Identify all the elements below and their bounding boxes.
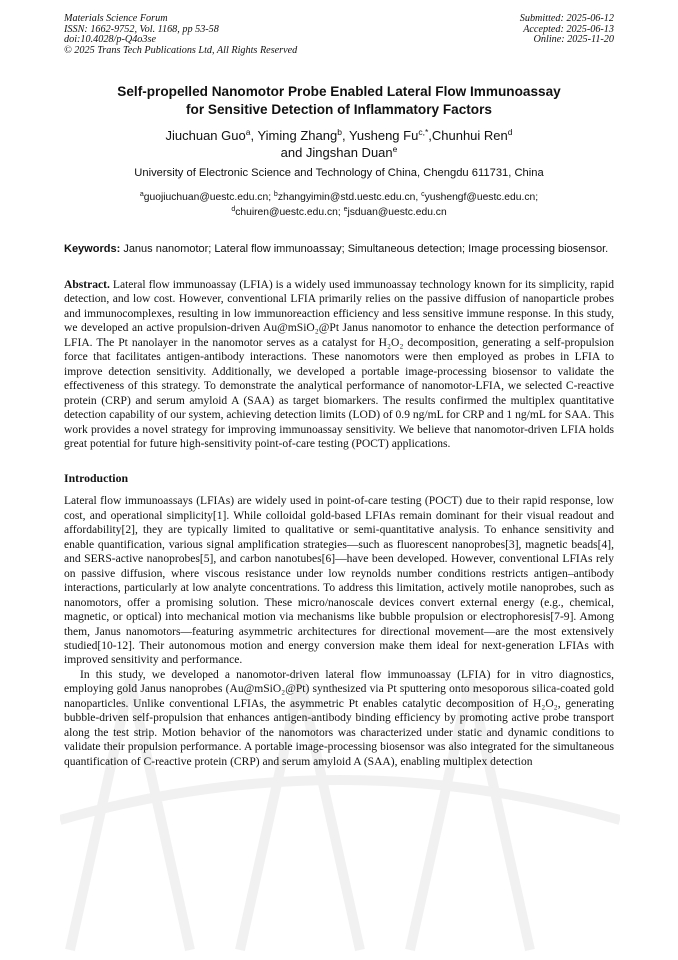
journal-name: Materials Science Forum <box>64 13 168 24</box>
email-separator: , <box>415 192 422 203</box>
author-affil-mark: c,* <box>418 127 429 137</box>
author-separator: , <box>428 128 432 143</box>
email-link[interactable]: guojiuchuan@uestc.edu.cn <box>143 192 269 203</box>
email-link[interactable]: jsduan@uestc.edu.cn <box>347 207 447 218</box>
date-accepted: Accepted: 2025-06-13 <box>523 23 614 35</box>
author-name: Jiuchuan Guo <box>165 128 246 143</box>
journal-issn: ISSN: 1662-9752, Vol. 1168, pp 53-58 <box>64 23 219 35</box>
introduction-paragraph-1: Lateral flow immunoassays (LFIAs) are widely used in point-of-care testing (POCT) due to their rapid response, low cost, and operational simplicity[1]. While colloidal gold-based LFIAs remain dominant for their visual readout and affordability[2], they are typically limited to qualitative or semi-quantitative analysis. To enhance sensitivity and enable quantification, various signal amplification strategies—such as fluorescent nanoprobes[3], magnetic beads[4], and SERS-active nanoprobes[5], and carbon nanotubes[6]—have been developed. However, conventional LFIAs rely on passive diffusion, where viscous resistance under low reynolds number conditions restricts antigen–antibody interactions, particularly at low analyte concentrations. To address this limitation, actively motile nanoprobes, such as nanomotors, offer a promising solution. These micro/nanoscale devices convert external energy (e.g., chemical, magnetic, or optical) into mechanical motion via mechanisms like bubble propulsion or electrophoresis[7-9]. Among them, Janus nanomotors—featuring asymmetric architectures for directional movement—are the most extensively studied[10-12]. Their autonomous motion and energy conversion make them ideal for next-generation LFIAs with improved sensitivity and performance. <box>64 495 614 667</box>
email-link[interactable]: zhangyimin@std.uestc.edu.cn <box>277 192 416 203</box>
paper-page <box>64 14 614 769</box>
author-affil-mark: e <box>392 144 398 154</box>
publication-dates <box>520 14 614 46</box>
journal-info <box>64 14 297 56</box>
journal-doi[interactable]: doi:10.4028/p-Q4o3se <box>64 34 156 46</box>
paper-title <box>64 83 614 119</box>
email-mark: a <box>139 191 144 198</box>
author-affil-mark: d <box>507 127 513 137</box>
date-submitted: Submitted: 2025-06-12 <box>519 13 614 24</box>
journal-header <box>64 14 614 64</box>
email-separator: ; <box>337 207 344 218</box>
abstract-text: Lateral flow immunoassay (LFIA) is a widely used immunoassay technology known for its simplicity, rapid detection, and low cost. However, conventional LFIA primarily relies on the passive diffusion of nanoparticle probes and immunocomplexes, resulting in low immunoreaction efficiency and less sensitive immune response. In this study, we developed an active propulsion-driven Au@mSiO₂@Pt Janus nanomotor to enhance the detection performance of LFIA. The Pt nanolayer in the nanomotor serves as a catalyst for H₂O₂ decomposition, generating a self-propulsion force that facilitates antigen-antibody interactions. These nanomotors were then employed as probes in LFIA to improve detection sensitivity. Additionally, we developed a portable image-processing biosensor to validate the effectiveness of this strategy. To demonstrate the analytical performance of nanomotor-LFIA, we selected C-reactive protein (CRP) and serum amyloid A (SAA) as target biomarkers. The results confirmed the multiplex quantitative detection capability of our system, achieving detection limits (LOD) of 0.9 ng/mL for CRP and 1 ng/mL for SAA. This work provides a novel strategy for improving immunoassay sensitivity. We believe that nanomotor-driven LFIA holds great potential for future high-sensitivity point-of-care testing (POCT) applications. <box>64 279 614 450</box>
title-line-2: for Sensitive Detection of Inflammatory Factors <box>186 102 492 117</box>
email-separator: ; <box>535 192 539 203</box>
email-mark: c <box>421 191 425 198</box>
introduction-paragraph-2: In this study, we developed a nanomotor-driven lateral flow immunoassay (LFIA) for in vitro diagnostics, employing gold Janus nanoprobes (Au@mSiO₂@Pt) synthesized via Pt sputtering onto mesoporous silica-coated gold nanoparticles. Unlike conventional LFIAs, the asymmetric Pt enables catalytic decomposition of H₂O₂, generating bubble-driven self-propulsion that enhances antigen-antibody binding efficiency by promoting active probe transport along the test strip. Motion behavior of the nanomotors was characterized under static and dynamic conditions to validate their propulsion performance. A portable image-processing biosensor was also integrated for the simultaneous quantification of C-reactive protein (CRP) and serum amyloid A (SAA), enabling multiplex detection <box>64 668 614 768</box>
introduction-heading: Introduction <box>64 471 129 486</box>
author-separator: , <box>341 128 349 143</box>
author-separator: , <box>250 128 258 143</box>
author-name: Yusheng Fu <box>348 128 419 143</box>
abstract-block <box>64 278 614 451</box>
keywords-text: Janus nanomotor; Lateral flow immunoassay; Simultaneous detection; Image processing biosensor. <box>123 243 609 255</box>
keywords-label: Keywords: <box>64 243 121 255</box>
journal-copyright: © 2025 Trans Tech Publications Ltd, All Rights Reserved <box>64 44 298 56</box>
author-name: Chunhui Ren <box>431 128 508 143</box>
author-affil-mark: b <box>337 127 342 137</box>
date-online: Online: 2025-11-20 <box>533 34 614 46</box>
email-link[interactable]: chuiren@uestc.edu.cn <box>235 207 338 218</box>
author-list <box>64 127 614 161</box>
abstract-label: Abstract. <box>64 279 110 291</box>
email-separator: ; <box>268 192 274 203</box>
affiliation: University of Electronic Science and Technology of China, Chengdu 611731, China <box>134 167 544 179</box>
email-mark: b <box>273 191 278 198</box>
title-line-1: Self-propelled Nanomotor Probe Enabled Lateral Flow Immunoassay <box>117 84 561 99</box>
author-name: and Jingshan Duan <box>280 145 393 160</box>
author-name: Yiming Zhang <box>257 128 338 143</box>
keywords-block <box>64 242 614 257</box>
email-mark: e <box>343 206 348 213</box>
email-mark: d <box>231 206 236 213</box>
email-link[interactable]: yushengf@uestc.edu.cn <box>424 192 536 203</box>
author-emails <box>64 190 614 220</box>
author-affil-mark: a <box>245 127 251 137</box>
